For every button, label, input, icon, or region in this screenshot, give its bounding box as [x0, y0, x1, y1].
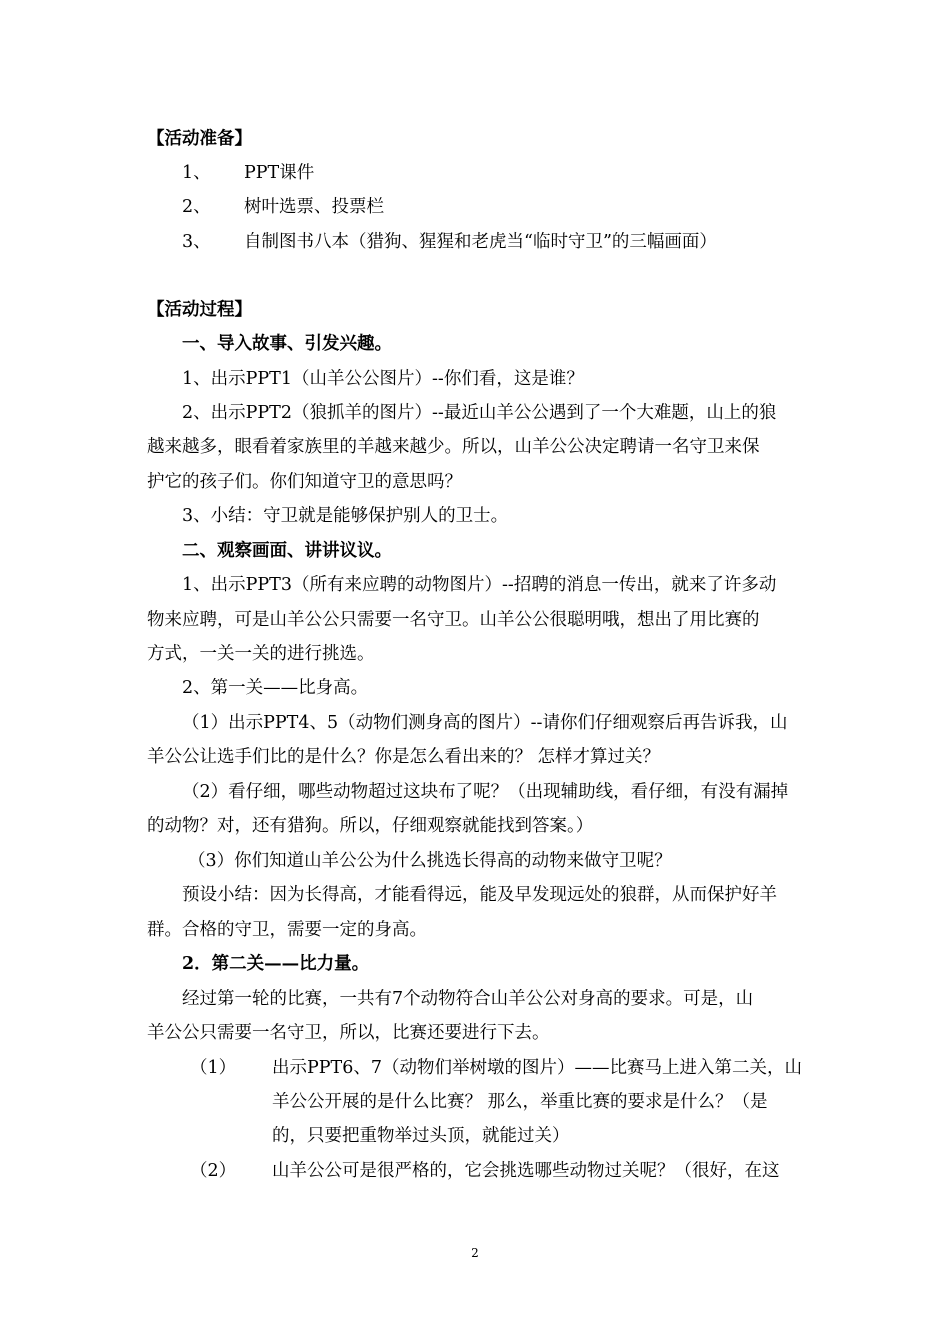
part1-paragraph-2-line-2: 越来越多，眼看着家族里的羊越来越少。所以，山羊公公决定聘请一名守卫来保 [147, 437, 760, 457]
part3-item-1-num: （1） [190, 1058, 237, 1078]
part2-summary-line-1: 预设小结：因为长得高，才能看得远，能及早发现远处的狼群，从而保护好羊 [182, 885, 777, 905]
part2-question-1-line-1: （1）出示PPT4、5（动物们测身高的图片）--请你们仔细观察后再告诉我，山 [182, 713, 788, 733]
part2-question-2-line-1: （2）看仔细，哪些动物超过这块布了呢？（出现辅助线，看仔细，有没有漏掉 [182, 782, 789, 802]
part2-paragraph-1-line-1: 1、出示PPT3（所有来应聘的动物图片）--招聘的消息一传出，就来了许多动 [182, 575, 777, 595]
part1-paragraph-2-line-1: 2、出示PPT2（狼抓羊的图片）--最近山羊公公遇到了一个大难题，山上的狼 [182, 403, 777, 423]
prep-item-2-text: 树叶选票、投票栏 [244, 197, 384, 217]
part2-summary-line-2: 群。合格的守卫，需要一定的身高。 [147, 920, 427, 940]
part2-question-1-line-2: 羊公公让选手们比的是什么？你是怎么看出来的？ 怎样才算过关？ [147, 747, 661, 767]
part3-item-2-line-1: 山羊公公可是很严格的，它会挑选哪些动物过关呢？（很好，在这 [272, 1161, 780, 1181]
part3-paragraph-1-line-2: 羊公公只需要一名守卫，所以，比赛还要进行下去。 [147, 1023, 550, 1043]
part3-paragraph-1-line-1: 经过第一轮的比赛，一共有7个动物符合山羊公公对身高的要求。可是，山 [182, 989, 754, 1009]
part3-item-1-line-1: 出示PPT6、7（动物们举树墩的图片）——比赛马上进入第二关，山 [272, 1058, 802, 1078]
page-number: 2 [471, 1246, 479, 1260]
part3-item-1-line-2: 羊公公开展的是什么比赛？ 那么，举重比赛的要求是什么？（是 [272, 1092, 768, 1112]
part2-paragraph-1-line-2: 物来应聘，可是山羊公公只需要一名守卫。山羊公公很聪明哦，想出了用比赛的 [147, 610, 760, 630]
prep-heading: 【活动准备】 [147, 129, 252, 149]
part2-question-2-line-2: 的动物？对，还有猎狗。所以，仔细观察就能找到答案。） [147, 816, 594, 836]
part1-title: 一、导入故事、引发兴趣。 [182, 334, 392, 354]
part3-item-2-num: （2） [190, 1161, 237, 1181]
part1-paragraph-2-line-3: 护它的孩子们。你们知道守卫的意思吗？ [147, 472, 462, 492]
prep-item-1-text: PPT课件 [244, 163, 315, 183]
part2-paragraph-1-line-3: 方式，一关一关的进行挑选。 [147, 644, 375, 664]
prep-item-1-num: 1、 [182, 163, 211, 183]
part2-paragraph-2: 2、第一关——比身高。 [182, 678, 369, 698]
prep-item-3-num: 3、 [182, 232, 211, 252]
part3-title: 2．第二关——比力量。 [182, 954, 370, 974]
part1-paragraph-3: 3、小结：守卫就是能够保护别人的卫士。 [182, 506, 509, 526]
process-heading: 【活动过程】 [147, 300, 252, 320]
part3-item-1-line-3: 的，只要把重物举过头顶，就能过关） [272, 1126, 570, 1146]
prep-item-2-num: 2、 [182, 197, 211, 217]
part2-question-3: （3）你们知道山羊公公为什么挑选长得高的动物来做守卫呢？ [188, 851, 672, 871]
part1-paragraph-1: 1、出示PPT1（山羊公公图片）--你们看，这是谁？ [182, 369, 584, 389]
prep-item-3-text: 自制图书八本（猎狗、猩猩和老虎当“临时守卫”的三幅画面） [244, 232, 717, 252]
part2-title: 二、观察画面、讲讲议议。 [182, 541, 392, 561]
